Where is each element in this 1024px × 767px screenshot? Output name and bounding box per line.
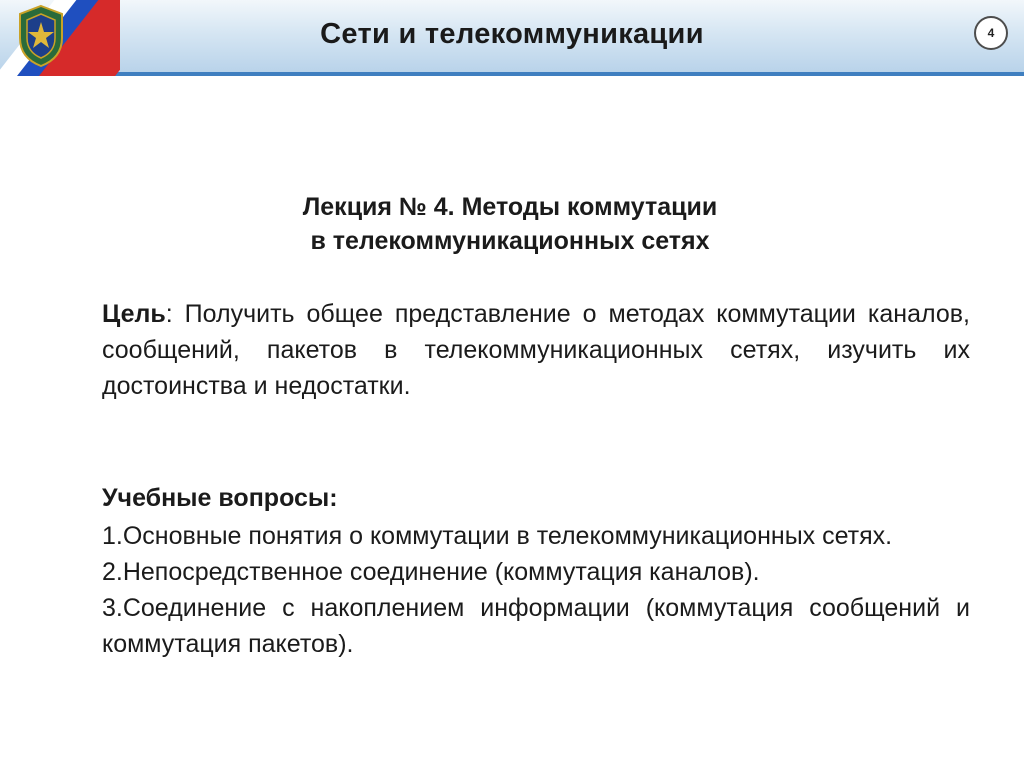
study-questions bbox=[102, 480, 970, 662]
goal-label: Цель bbox=[102, 300, 166, 328]
question-item: 1.Основные понятия о коммутации в телекоммуникационных сетях. bbox=[102, 522, 893, 550]
page-number-badge: 4 bbox=[974, 16, 1008, 50]
goal-paragraph bbox=[102, 296, 970, 404]
lecture-title-line-2: в телекоммуникационных сетях bbox=[310, 227, 710, 255]
header-title: Сети и телекоммуникации bbox=[320, 18, 704, 50]
question-item: 2.Непосредственное соединение (коммутация каналов). bbox=[102, 558, 760, 586]
question-item: 3.Соединение с накоплением информации (коммутация сообщений и коммутация пакетов). bbox=[102, 594, 970, 658]
lecture-title-line-1: Лекция № 4. Методы коммутации bbox=[302, 193, 718, 221]
goal-text: : Получить общее представление о методах коммутации каналов, сообщений, пакетов в телекоммуникационных сетях, изучить их достоинства и недостатки. bbox=[102, 300, 970, 400]
lecture-title bbox=[150, 190, 870, 258]
questions-title: Учебные вопросы: bbox=[102, 484, 338, 512]
header-bar bbox=[0, 0, 1024, 76]
